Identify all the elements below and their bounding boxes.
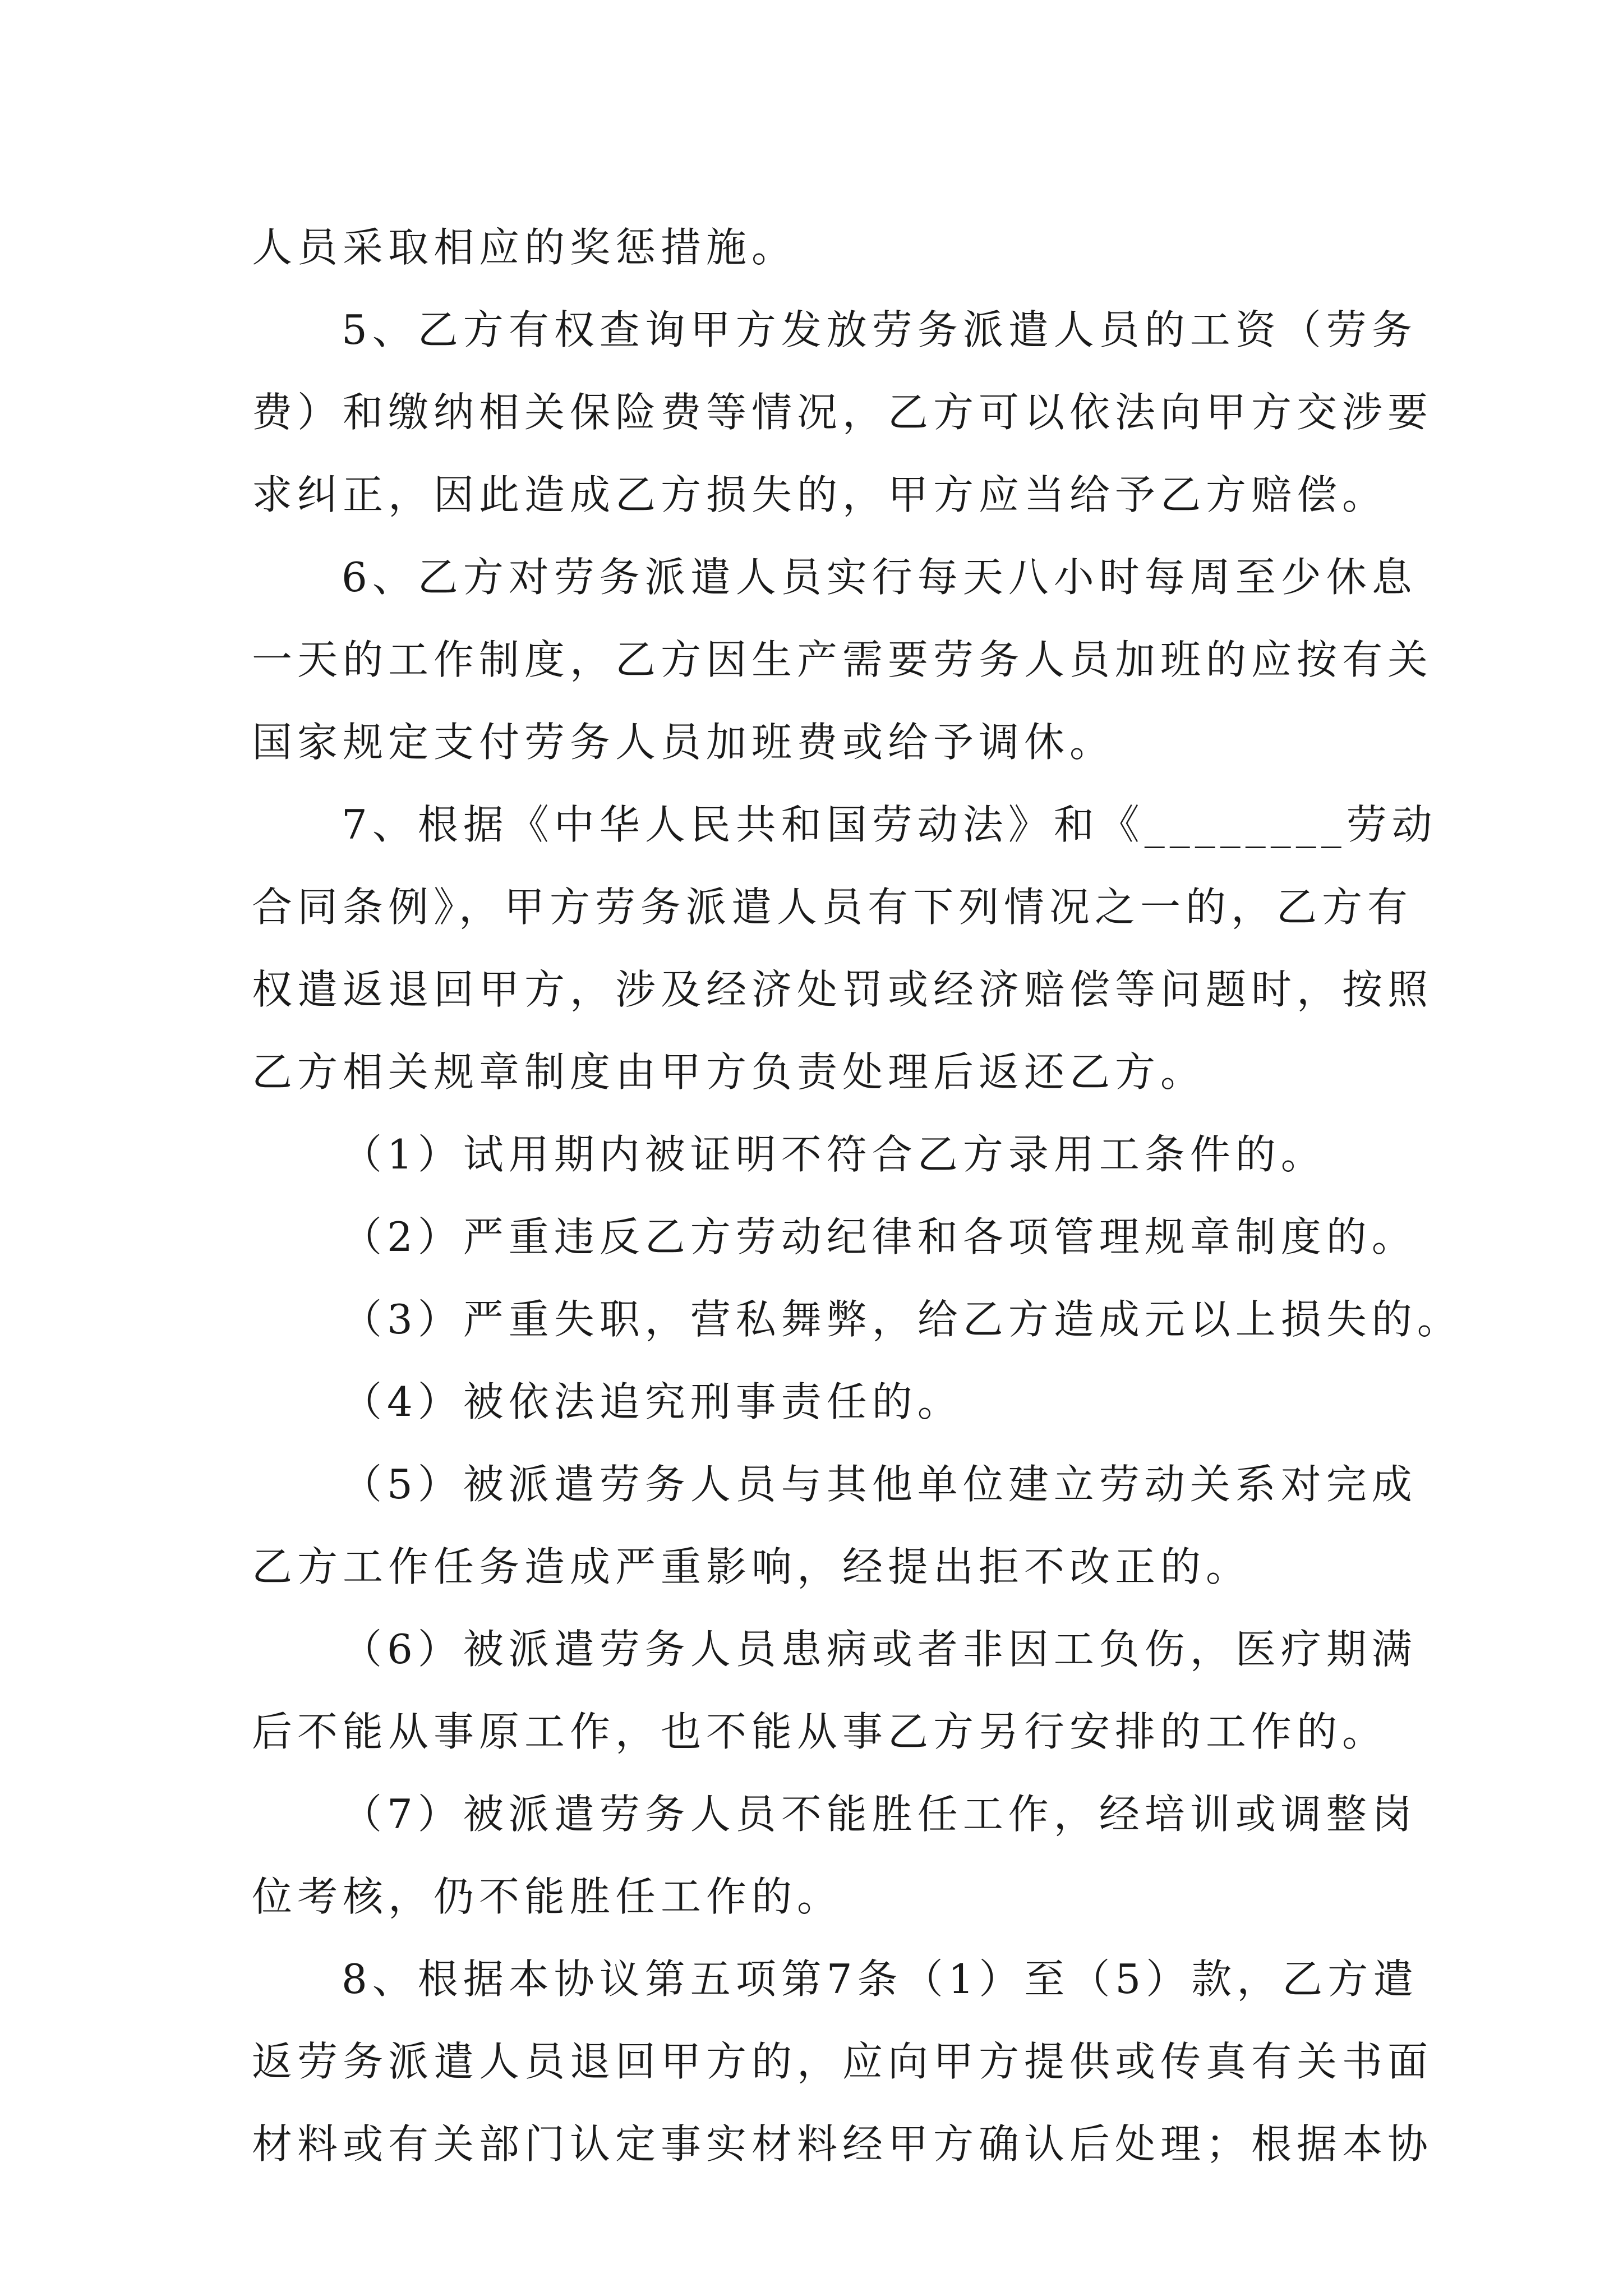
sub-item-6: （6）被派遣劳务人员患病或者非因工负伤，医疗期满 [342, 1626, 1417, 1673]
text-line: 权遣返退回甲方，涉及经济处罚或经济赔偿等问题时，按照 [252, 966, 1433, 1013]
text-line: 后不能从事原工作，也不能从事乙方另行安排的工作的。 [252, 1708, 1388, 1755]
sub-item-4: （4）被依法追究刑事责任的。 [342, 1378, 963, 1425]
clause-7-line: 7、根据《中华人民共和国劳动法》和《________劳动 [342, 801, 1437, 848]
text-line: 返劳务派遣人员退回甲方的，应向甲方提供或传真有关书面 [252, 2038, 1433, 2085]
clause-6-line: 6、乙方对劳务派遣人员实行每天八小时每周至少休息 [342, 554, 1417, 601]
sub-item-5: （5）被派遣劳务人员与其他单位建立劳动关系对完成 [342, 1461, 1417, 1508]
text-line: 人员采取相应的奖惩措施。 [252, 224, 797, 271]
text-line: 求纠正，因此造成乙方损失的，甲方应当给予乙方赔偿。 [252, 471, 1388, 518]
text-line: 材料或有关部门认定事实材料经甲方确认后处理；根据本协 [252, 2120, 1433, 2168]
text-line: 国家规定支付劳务人员加班费或给予调休。 [252, 719, 1115, 766]
text-line: 乙方工作任务造成严重影响，经提出拒不改正的。 [252, 1543, 1252, 1590]
text-line: 乙方相关规章制度由甲方负责处理后返还乙方。 [252, 1048, 1206, 1096]
text-line: 一天的工作制度，乙方因生产需要劳务人员加班的应按有关 [252, 636, 1433, 683]
document-body [252, 206, 1463, 2185]
sub-item-7: （7）被派遣劳务人员不能胜任工作，经培训或调整岗 [342, 1791, 1417, 1838]
clause-5-line: 5、乙方有权查询甲方发放劳务派遣人员的工资（劳务 [342, 306, 1417, 353]
sub-item-1: （1）试用期内被证明不符合乙方录用工条件的。 [342, 1131, 1326, 1178]
clause-8-line: 8、根据本协议第五项第7条（1）至（5）款，乙方遣 [342, 1955, 1419, 2003]
text-line: 位考核，仍不能胜任工作的。 [252, 1873, 843, 1920]
text-line: 费）和缴纳相关保险费等情况，乙方可以依法向甲方交涉要 [252, 389, 1433, 436]
sub-item-2: （2）严重违反乙方劳动纪律和各项管理规章制度的。 [342, 1213, 1417, 1260]
sub-item-3: （3）严重失职，营私舞弊，给乙方造成元以上损失的。 [342, 1296, 1463, 1343]
text-line: 合同条例》，甲方劳务派遣人员有下列情况之一的，乙方有 [252, 884, 1413, 931]
